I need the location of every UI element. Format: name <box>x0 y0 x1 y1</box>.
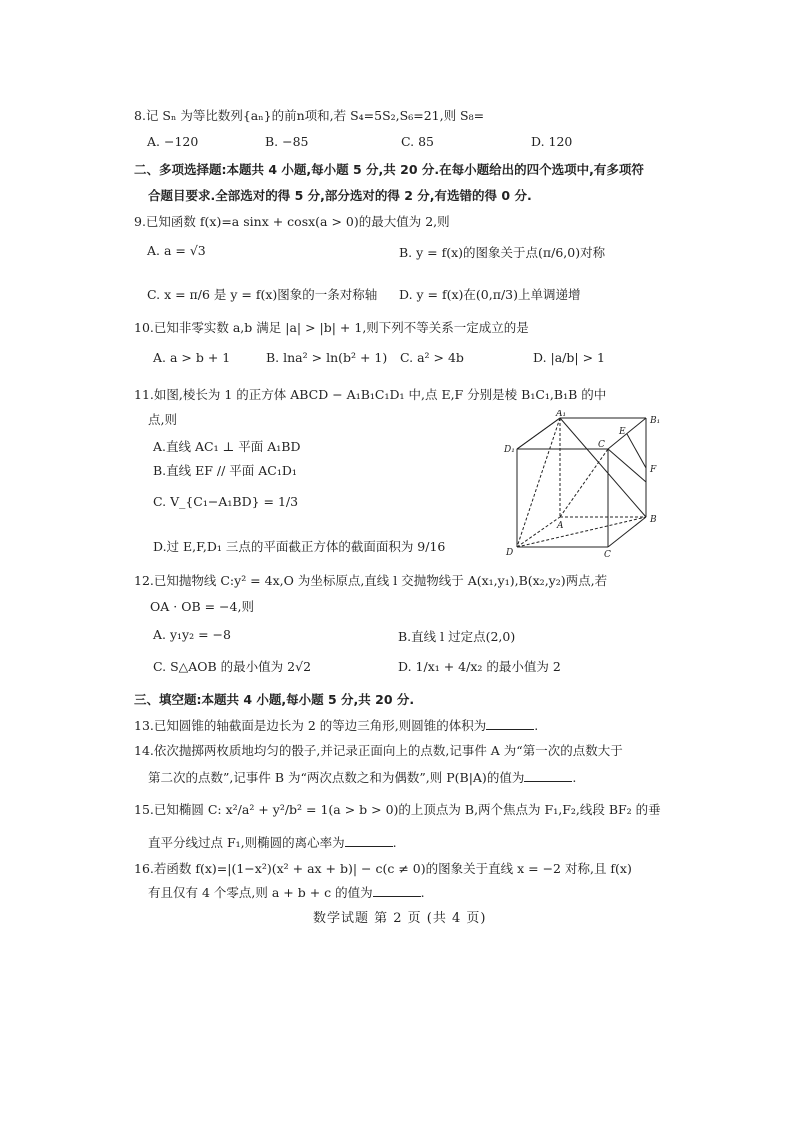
q12-stem-line2: OA · OB = −4,则 <box>150 599 254 614</box>
q13-answer-blank[interactable] <box>486 717 534 730</box>
q15-answer-blank[interactable] <box>345 834 393 847</box>
q13-text <box>134 716 538 734</box>
q14-line2-body: 第二次的点数”,记事件 B 为“两次点数之和为偶数”,则 P(B|A)的值为 <box>148 770 525 785</box>
q14-end: . <box>572 770 577 785</box>
cube-edge <box>608 418 646 449</box>
q8-option-b: B. −85 <box>265 134 309 149</box>
q9-option-c: C. x = π/6 是 y = f(x)图象的一条对称轴 <box>147 287 378 302</box>
edge-c1-f <box>608 449 646 482</box>
q16-line1: 16.若函数 f(x)=|(1−x²)(x² + ax + b)| − c(c ≠ 0)的图象关于直线 x = −2 对称,且 f(x) <box>134 861 632 876</box>
q16-line2 <box>148 883 425 901</box>
label-a1: A₁ <box>556 410 567 419</box>
q9-stem: 9.已知函数 f(x)=a sinx + cosx(a > 0)的最大值为 2,则 <box>134 214 450 229</box>
q8-option-a: A. −120 <box>147 134 199 149</box>
q13-text-body: 13.已知圆锥的轴截面是边长为 2 的等边三角形,则圆锥的体积为 <box>134 718 487 733</box>
q10-option-a: A. a > b + 1 <box>153 350 231 365</box>
q15-line2-body: 直平分线过点 F₁,则椭圆的离心率为 <box>148 835 345 850</box>
q16-line2-body: 有且仅有 4 个零点,则 a + b + c 的值为 <box>148 885 373 900</box>
q8-option-d: D. 120 <box>531 134 573 149</box>
q14-line1: 14.依次抛掷两枚质地均匀的骰子,并记录正面向上的点数,记事件 A 为“第一次的点数大于 <box>134 743 623 758</box>
q8-option-c: C. 85 <box>401 134 434 149</box>
q10-option-b: B. lna² > ln(b² + 1) <box>266 350 388 365</box>
section2-heading-line2: 合题目要求.全部选对的得 5 分,部分选对的得 2 分,有选错的得 0 分. <box>148 188 532 203</box>
q12-option-d: D. 1/x₁ + 4/x₂ 的最小值为 2 <box>398 659 561 674</box>
q16-end: . <box>420 885 425 900</box>
section2-heading-line1: 二、多项选择题:本题共 4 小题,每小题 5 分,共 20 分.在每小题给出的四个选项中,有多项符 <box>134 162 644 177</box>
label-e: E <box>619 427 626 437</box>
q8-stem: 8.记 Sₙ 为等比数列{aₙ}的前n项和,若 S₄=5S₂,S₆=21,则 S₈= <box>134 108 485 123</box>
q9-option-b: B. y = f(x)的图象关于点(π/6,0)对称 <box>399 245 606 260</box>
q9-option-a: A. a = √3 <box>147 243 206 258</box>
q11-option-d: D.过 E,F,D₁ 三点的平面截正方体的截面面积为 9/16 <box>153 539 446 554</box>
q11-option-b: B.直线 EF // 平面 AC₁D₁ <box>153 463 297 478</box>
label-d1: D₁ <box>504 445 515 455</box>
label-c: C <box>604 550 611 560</box>
q11-stem-line2: 点,则 <box>148 412 177 427</box>
diag-a1-b <box>560 418 646 517</box>
q15-line2 <box>148 833 397 851</box>
diag-a1-d <box>517 418 560 547</box>
label-b: B <box>650 515 657 525</box>
label-a: A <box>557 521 564 531</box>
q10-option-d: D. |a/b| > 1 <box>533 350 605 365</box>
q15-line1: 15.已知椭圆 C: x²/a² + y²/b² = 1(a > b > 0)的上顶点为 B,两个焦点为 F₁,F₂,线段 BF₂ 的垂 <box>134 802 661 817</box>
q14-line2 <box>148 768 576 786</box>
q15-end: . <box>392 835 397 850</box>
q12-option-b: B.直线 l 过定点(2,0) <box>398 629 516 644</box>
q10-stem: 10.已知非零实数 a,b 满足 |a| > |b| + 1,则下列不等关系一定成立的是 <box>134 320 529 335</box>
section3-heading: 三、填空题:本题共 4 小题,每小题 5 分,共 20 分. <box>134 692 415 707</box>
segment-ef <box>627 434 646 468</box>
q14-answer-blank[interactable] <box>524 769 572 782</box>
label-c1: C <box>598 440 605 450</box>
q16-answer-blank[interactable] <box>373 884 421 897</box>
diag-d1-a1 <box>517 418 560 449</box>
q12-option-c: C. S△AOB 的最小值为 2√2 <box>153 659 312 674</box>
q12-stem-line1: 12.已知抛物线 C:y² = 4x,O 为坐标原点,直线 l 交抛物线于 A(x₁,y₁),B(x₂,y₂)两点,若 <box>134 573 608 588</box>
cube-figure <box>500 410 670 560</box>
label-b1: B₁ <box>650 416 661 426</box>
q11-option-c: C. V_{C₁−A₁BD} = 1/3 <box>153 494 299 509</box>
label-d: D <box>506 548 514 558</box>
page-footer: 数学试题 第 2 页 (共 4 页) <box>313 911 487 926</box>
q11-stem-line1: 11.如图,棱长为 1 的正方体 ABCD − A₁B₁C₁D₁ 中,点 E,F 分别是棱 B₁C₁,B₁B 的中 <box>134 387 607 402</box>
q13-end: . <box>534 718 539 733</box>
q12-option-a: A. y₁y₂ = −8 <box>153 627 231 642</box>
q9-option-d: D. y = f(x)在(0,π/3)上单调递增 <box>399 287 581 302</box>
q10-option-c: C. a² > 4b <box>400 350 464 365</box>
label-f: F <box>650 465 657 475</box>
diag-a-c1 <box>560 449 608 517</box>
q11-option-a: A.直线 AC₁ ⊥ 平面 A₁BD <box>153 439 301 454</box>
